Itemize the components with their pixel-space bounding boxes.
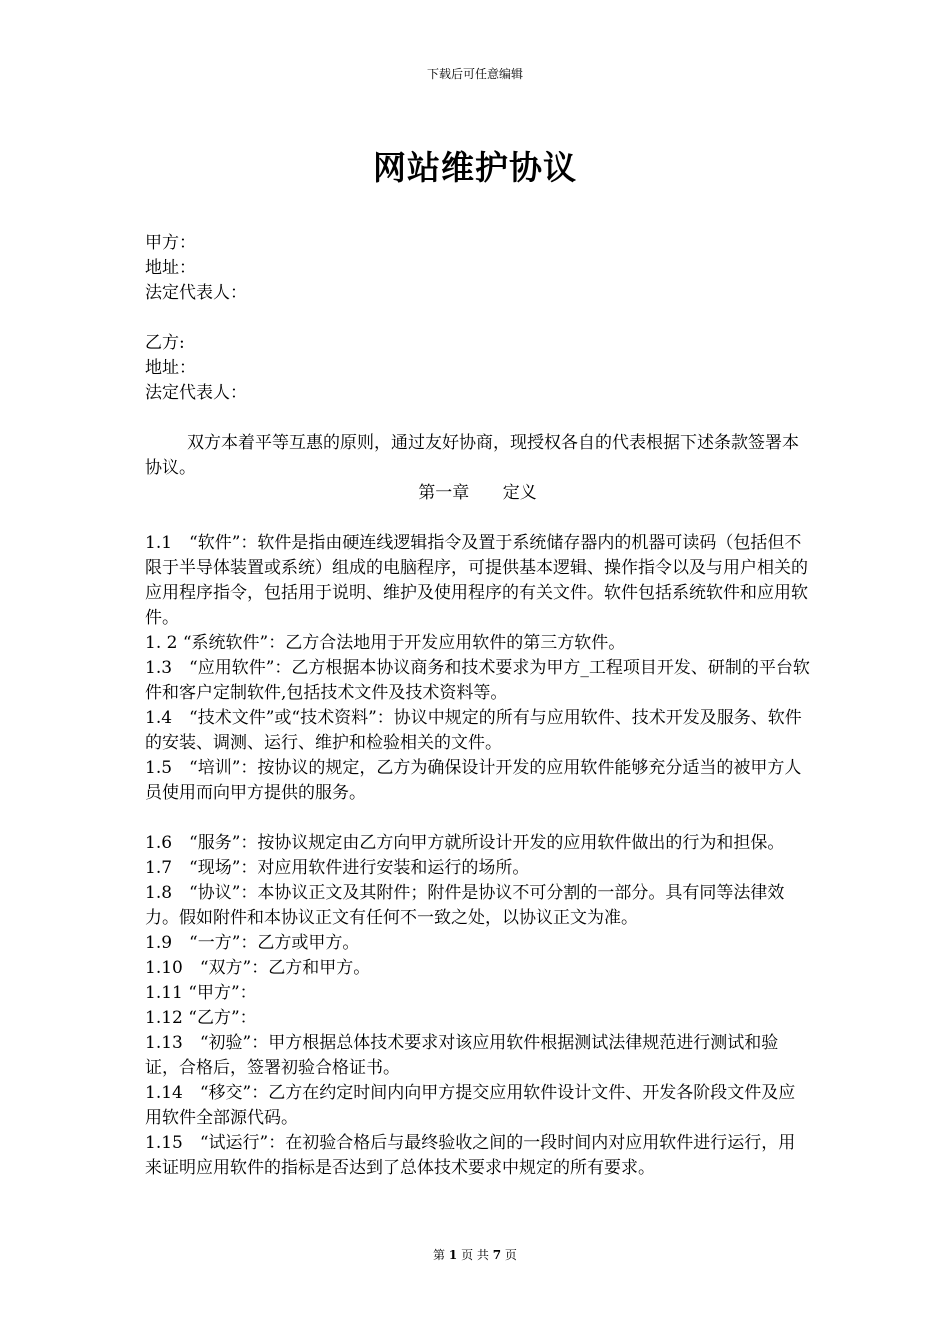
clause-1-3: 1.3 “应用软件”：乙方根据本协议商务和技术要求为甲方_工程项目开发、研制的平台软件和客户定制软件,包括技术文件及技术资料等。 <box>145 658 810 703</box>
clause-1-8: 1.8 “协议”：本协议正文及其附件；附件是协议不可分割的一部分。具有同等法律效力。假如附件和本协议正文有任何不一致之处，以协议正文为准。 <box>145 883 785 928</box>
clause-1-11: 1.11 “甲方”： <box>145 983 257 1003</box>
document-body <box>145 231 810 1181</box>
clause-1-14: 1.14 “移交”：乙方在约定时间内向甲方提交应用软件设计文件、开发各阶段文件及应用软件全部源代码。 <box>145 1083 796 1128</box>
clause-1-12: 1.12 “乙方”： <box>145 1008 257 1028</box>
clause-1-9: 1.9 “一方”：乙方或甲方。 <box>145 933 360 953</box>
clause-1-6: 1.6 “服务”：按协议规定由乙方向甲方就所设计开发的应用软件做出的行为和担保。 <box>145 833 785 853</box>
page-footer <box>0 1247 950 1263</box>
chapter-name: 定义 <box>502 483 537 503</box>
clause-1-10: 1.10 “双方”：乙方和甲方。 <box>145 958 371 978</box>
party-b-representative-label: 法定代表人： <box>145 383 247 403</box>
clause-1-4: 1.4 “技术文件”或“技术资料”：协议中规定的所有与应用软件、技术开发及服务、软件的安装、调测、运行、维护和检验相关的文件。 <box>145 708 802 753</box>
clause-1-15: 1.15 “试运行”：在初验合格后与最终验收之间的一段时间内对应用软件进行运行，用来证明应用软件的指标是否达到了总体技术要求中规定的所有要求。 <box>145 1133 796 1178</box>
chapter-number: 第一章 <box>418 483 470 503</box>
party-a-label: 甲方： <box>145 233 196 253</box>
clause-1-2: 1. 2 “系统软件”：乙方合法地用于开发应用软件的第三方软件。 <box>145 633 626 653</box>
chapter-heading <box>145 481 810 506</box>
party-b-address-label: 地址： <box>145 358 196 378</box>
page-header: 下载后可任意编辑 <box>426 67 523 81</box>
clause-1-13: 1.13 “初验”：甲方根据总体技术要求对该应用软件根据测试法律规范进行测试和验证，合格后，签署初验合格证书。 <box>145 1033 779 1078</box>
clause-1-5: 1.5 “培训”：按协议的规定，乙方为确保设计开发的应用软件能够充分适当的被甲方人员使用而向甲方提供的服务。 <box>145 758 802 803</box>
party-a-representative-label: 法定代表人： <box>145 283 247 303</box>
party-a-address-label: 地址： <box>145 258 196 278</box>
party-b-label: 乙方: <box>145 333 185 353</box>
footer-middle: 页 共 <box>461 1248 489 1262</box>
document-title: 网站维护协议 <box>373 148 577 187</box>
footer-total-pages: 7 <box>492 1248 502 1262</box>
footer-page-number: 1 <box>448 1248 458 1262</box>
clause-1-7: 1.7 “现场”：对应用软件进行安装和运行的场所。 <box>145 858 530 878</box>
footer-prefix: 第 <box>433 1248 446 1262</box>
intro-paragraph: 双方本着平等互惠的原则，通过友好协商，现授权各自的代表根据下述条款签署本协议。 <box>145 433 799 478</box>
footer-suffix: 页 <box>504 1248 517 1262</box>
clause-1-1: 1.1 “软件”：软件是指由硬连线逻辑指令及置于系统储存器内的机器可读码（包括但不限于半导体装置或系统）组成的电脑程序，可提供基本逻辑、操作指令以及与用户相关的应用程序指令，包括用于说明、维护及使用程序的有关文件。软件包括系统软件和应用软件。 <box>145 533 808 628</box>
